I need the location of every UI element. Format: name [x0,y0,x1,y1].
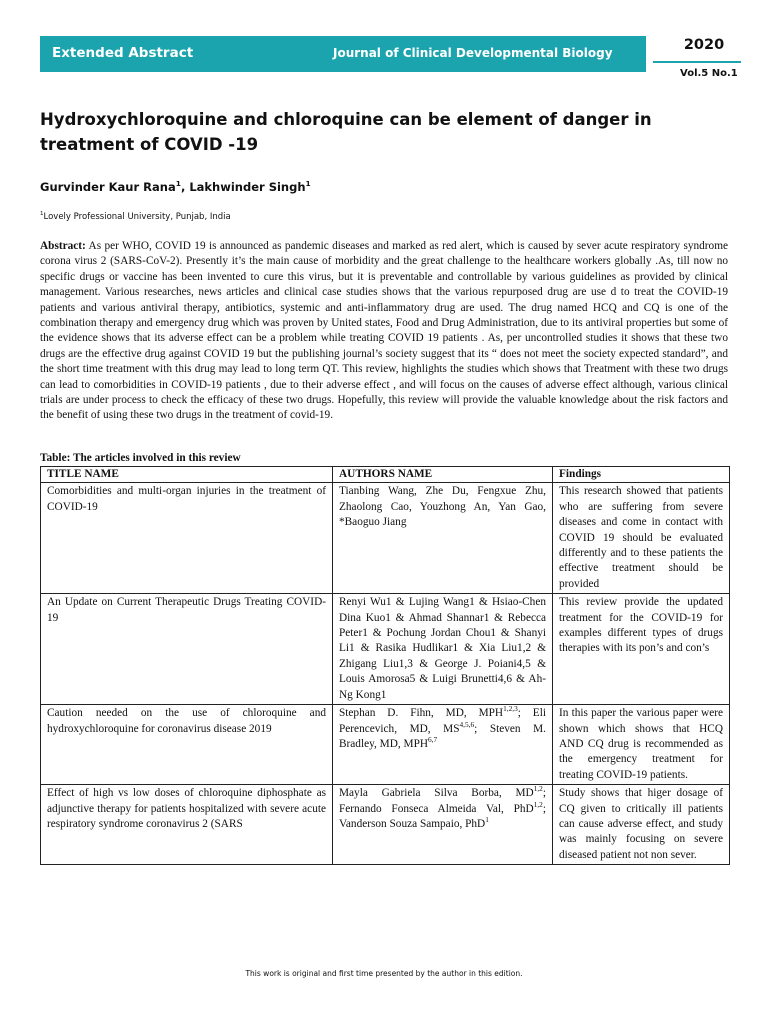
author-affiliation-mark: 1 [175,179,181,189]
affiliation-mark: 4,5,6 [459,719,475,729]
authors-cell: Tianbing Wang, Zhe Du, Fengxue Zhu, Zhaolong Cao, Youzhong An, Yan Gao, *Baoguo Jiang [333,483,553,594]
affiliation-mark: 1 [485,815,489,825]
column-header: Findings [553,467,730,483]
affiliation-mark: 1,2,3 [503,704,518,714]
abstract-text: As per WHO, COVID 19 is announced as pandemic diseases and marked as red alert, which is caused by sever acute respiratory syndrome corona virus 2 (SARS-CoV-2). Presently it’s the main cause of morbidity and the great challenge to the healthcare workers globally .As, till now no specific drugs or vaccine has been invented to cure this virus, but it is preventable and controllable by various guidelines as provided by clinical management. Various researches, news articles and clinical case studies shows that the various repurposed drug are use d to treat the COVID-19 patients and various antiviral therapy, antibiotics, systemic and anti-inflammatory drug are used. The drug named HCQ and CQ is one of the combination therapy and emergency drug which was proven by United states, Food and Drug Administration, due to its antiviral properties but some of the evidence shows that its adverse effect can be a problem while treating COVID 19 patients . As, per uncontrolled studies it shows that these two drugs are the effective drug against COVID 19 but the publishing journal’s society suggest that its “ does not meet the society expected standard”, and the short time treatment with this drug may lead to long term QT. This review, highlights the studies which shows that Treatment with these two drugs can lead to comorbidities in COVID-19 patients , due to their adverse effect , and will focus on the causes of adverse effect although, various clinical trials are under process to check the efficacy of these two drugs. Hopefully, this review will provide the valuable knowledge about the risk factors and the benefit of using these two drugs in the treatment of covid-19. [40,240,728,422]
abstract [40,239,728,424]
affiliation-text: Lovely Professional University, Punjab, India [43,212,231,222]
author-text: ; Steven M. Bradley, MD, MPH [339,722,546,750]
article-title: Hydroxychloroquine and chloroquine can be element of danger in treatment of COVID -19 [40,110,652,154]
table-row [41,705,730,785]
findings-cell: Study shows that higer dosage of CQ given to critically ill patients can cause adverse effect, and study was mainly focusing on severe diseased patient not non sever. [553,785,730,865]
table-header-row [41,467,730,483]
affiliation-mark: 1,2 [533,799,543,809]
author-text: Mayla Gabriela Silva Borba, MD [339,787,534,800]
author-name: Lakhwinder Singh [189,180,306,194]
affiliation-mark: 1 [40,211,44,218]
authors-cell: Renyi Wu1 & Lujing Wang1 & Hsiao-Chen Dina Kuo1 & Ahmad Shannar1 & Rebecca Peter1 & Pochung Jordan Chou1 & Shanyi Li1 & Rasika Hudlikar1 & Xia Liu1,2 & Zhigang Liu1,3 & George J. Poiani4,5 & Louis Amorosa5 & Luigi Brunetti4,6 & Ah-Ng Kong1 [333,594,553,705]
table-caption: Table: The articles involved in this review [40,452,241,464]
title-cell: Caution needed on the use of chloroquine and hydroxychloroquine for coronavirus disease 2019 [41,705,333,785]
footer-note: This work is original and first time presented by the author in this edition. [245,969,523,978]
author-text: ; Vanderson Souza Sampaio, PhD [339,802,546,830]
authors-cell [333,705,553,785]
findings-cell: This research showed that patients who are suffering from severe diseases and come in contact with COVID 19 should be evaluated differently and to these patients the effective treatment should be provided [553,483,730,594]
author-text: Stephan D. Fihn, MD, MPH [339,707,504,720]
author-name: Gurvinder Kaur Rana [40,180,176,194]
review-articles-table [40,466,730,865]
abstract-label: Abstract: [40,240,86,252]
table-row [41,785,730,865]
findings-cell: In this paper the various paper were shown which shows that HCQ AND CQ drug is recommended as the emergency treatment for treating COVID-19 patients. [553,705,730,785]
findings-cell: This review provide the updated treatment for the COVID-19 for examples different types of drugs therapies with its pon’s and con’s [553,594,730,705]
journal-banner [40,36,646,72]
affiliation-mark: 6,7 [428,735,438,745]
volume-issue: Vol.5 No.1 [680,68,738,79]
table-row [41,483,730,594]
title-cell: Comorbidities and multi-organ injuries in the treatment of COVID-19 [41,483,333,594]
author-affiliation-mark: 1 [305,179,311,189]
header-rule [653,61,741,63]
title-cell: Effect of high vs low doses of chloroquine diphosphate as adjunctive therapy for patients hospitalized with severe acute respiratory syndrome coronavirus 2 (SARS [41,785,333,865]
column-header: TITLE NAME [41,467,333,483]
column-header: AUTHORS NAME [333,467,553,483]
affiliation [40,212,231,222]
author-text: ; Eli Perencevich, MD, MS [339,707,546,735]
author-separator: , [180,180,190,194]
journal-name: Journal of Clinical Developmental Biology [333,46,613,60]
table-row [41,594,730,705]
authors-cell [333,785,553,865]
publication-year: 2020 [683,37,725,53]
section-label: Extended Abstract [52,45,194,61]
affiliation-mark: 1,2 [533,784,543,794]
author-text: ; Fernando Fonseca Almeida Val, PhD [339,787,546,815]
title-cell: An Update on Current Therapeutic Drugs Treating COVID-19 [41,594,333,705]
author-line [40,180,311,194]
